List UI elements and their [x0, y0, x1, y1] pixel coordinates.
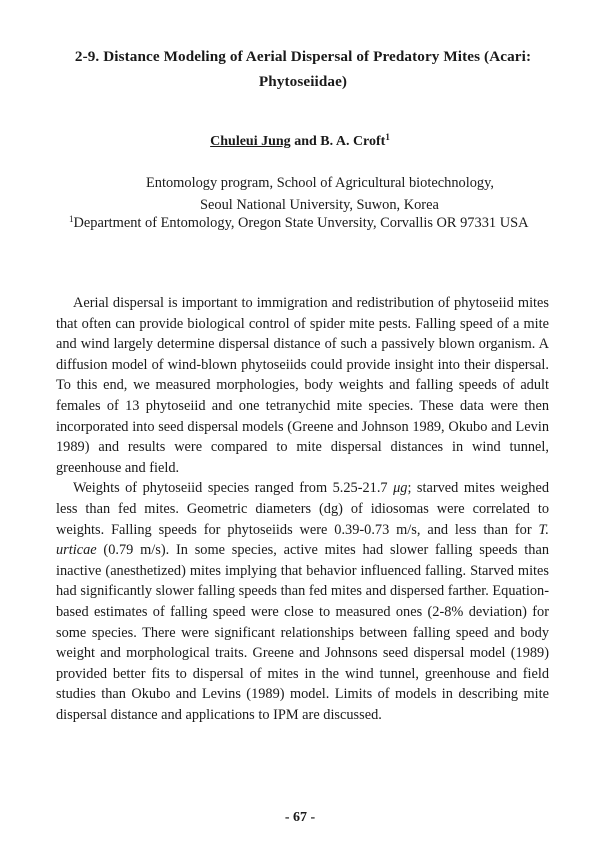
- abstract-body: [56, 293, 549, 725]
- affiliation-line-1: Entomology program, School of Agricultural biotechnology,: [146, 175, 494, 191]
- paragraph-2-text-b: ; starved mites weighed less than fed mites. Geometric diameters (dg) of idiosomas were correlated to weights. Falling speeds for phytoseiids were 0.39-0.73 m/s, and less than for: [56, 480, 549, 538]
- affiliation-line-3: [69, 214, 589, 232]
- species-name: T. urticae: [56, 521, 549, 559]
- abstract-paragraph-2: [56, 478, 549, 725]
- affiliation-text: Department of Entomology, Oregon State Unversity, Corvallis OR 97331 USA: [73, 215, 529, 231]
- abstract-paragraph-1: Aerial dispersal is important to immigration and redistribution of phytoseiid mites that often can provide biological control of spider mite pests. Falling speed of a mite and wind largely determine dispersal distance of such a passively blown organism. A diffusion model of wind-blown phytoseiids could provide insight into their dispersal. To this end, we measured morphologies, body weights and falling speeds of adult females of 13 phytoseiid and one tetranychid mite species. These data were then incorporated into seed dispersal models (Greene and Johnson 1989, Okubo and Levin 1989) and results were compared to mite dispersal distances in wind tunnel, greenhouse and field.: [56, 295, 549, 476]
- paper-title: 2-9. Distance Modeling of Aerial Dispersal of Predatory Mites (Acari: Phytoseiidae): [74, 48, 532, 90]
- page-number: - 67 -: [284, 810, 316, 825]
- author-affiliation-mark: 1: [385, 132, 390, 142]
- author-conjunction: and: [290, 134, 321, 149]
- author-name-1: Chuleui Jung: [210, 134, 291, 149]
- affiliation-mark: 1: [69, 214, 74, 224]
- paragraph-2-text-c: (0.79 m/s). In some species, active mites had slower falling speeds than inactive (anesthetized) mites implying that behavior influenced falling. Starved mites had significantly slower falling speeds than fed mites and dispersed farther. Equation-based estimates of falling speed were close to measured ones (2-8% deviation) for some species. There were significant relationships between falling speed and body weight and morphological traits. Greene and Johnsons seed dispersal model (1989) provided better fits to dispersal of mites in the wind tunnel, greenhouse and field studies than Okubo and Levins (1989) model. Limits of models in describing mite dispersal distance and applications to IPM are discussed.: [56, 542, 549, 723]
- author-line: [0, 133, 600, 151]
- author-name-2: B. A. Croft: [320, 134, 386, 149]
- unit-microgram: μg: [393, 480, 408, 497]
- paragraph-2-text-a: Weights of phytoseiid species ranged from 5.25-21.7: [73, 480, 394, 497]
- affiliation-line-2: Seoul National University, Suwon, Korea: [200, 197, 439, 213]
